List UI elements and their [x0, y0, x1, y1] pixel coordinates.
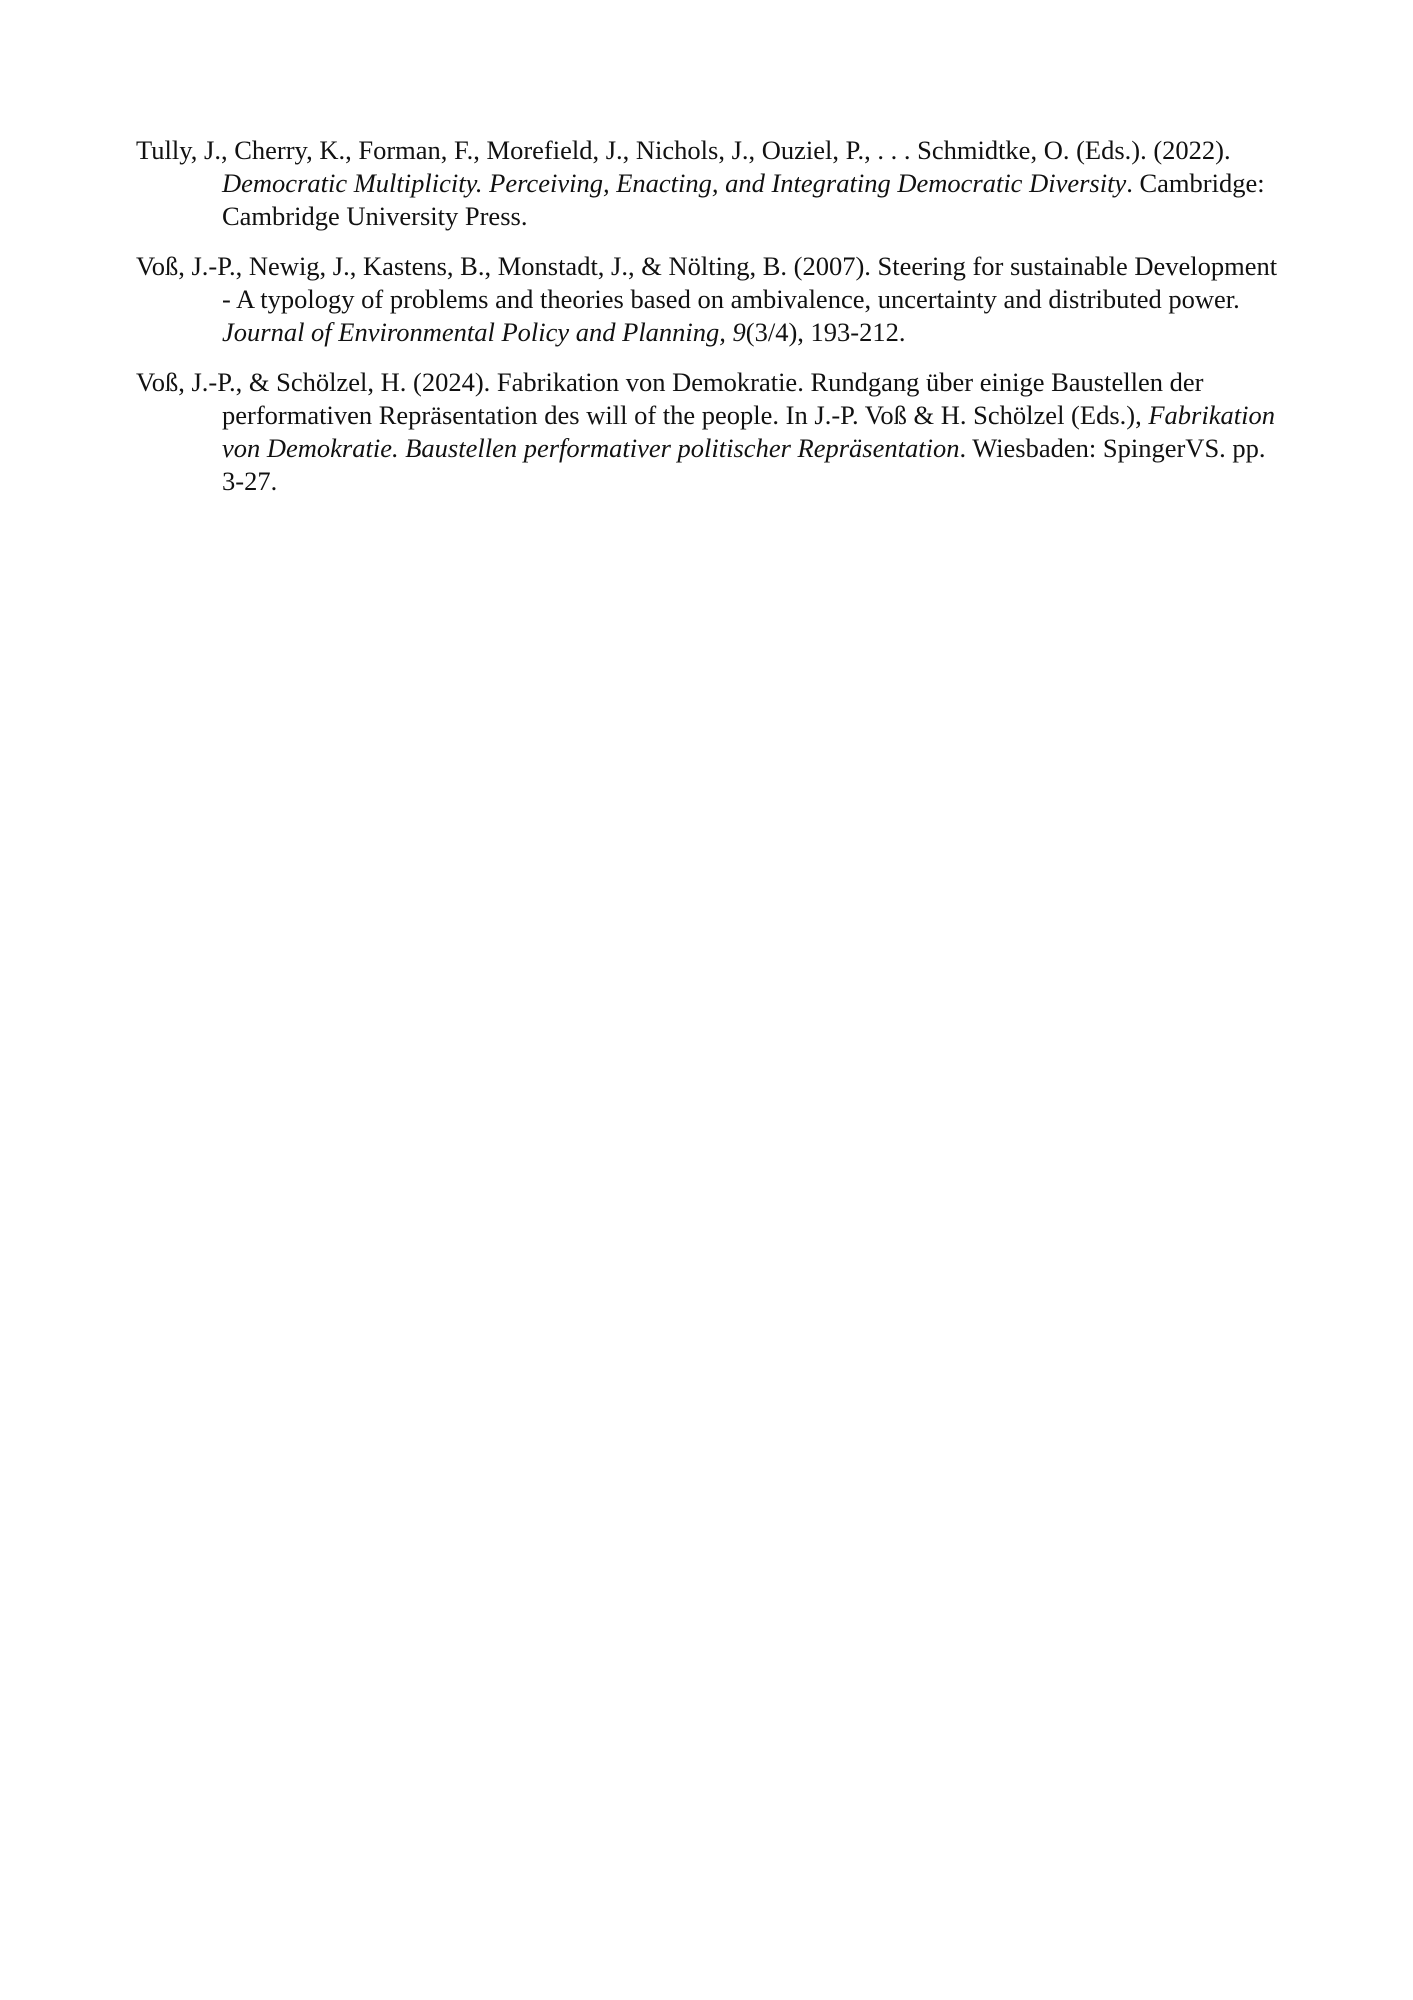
reference-text: Voß, J.-P., Newig, J., Kastens, B., Monstadt, J., & Nölting, B. (2007). Steering for sustainable Development - A typology of problems and theories based on ambivalence, uncertainty and distributed power. — [136, 251, 1278, 314]
book-title: Democratic Multiplicity. Perceiving, Enacting, and Integrating Democratic Diversity — [222, 168, 1127, 198]
journal-title: Journal of Environmental Policy and Planning, 9 — [222, 317, 746, 347]
reference-text: Voß, J.-P., & Schölzel, H. (2024). Fabrikation von Demokratie. Rundgang über einige Baustellen der performativen Repräsentation des will of the people. In J.-P. Voß & H. Schölzel (Eds.), — [136, 367, 1204, 430]
book-title: Fabrikation von Demokratie. Baustellen performativer politischer Repräsentation — [222, 400, 1275, 463]
reference-entry-voss-2024 — [136, 366, 1286, 498]
reference-entry-tully-2022 — [136, 134, 1286, 233]
reference-text: Tully, J., Cherry, K., Forman, F., Morefield, J., Nichols, J., Ouziel, P., . . . Schmidtke, O. (Eds.). (2022). — [136, 135, 1231, 165]
reference-entry-voss-2007 — [136, 250, 1286, 349]
reference-text: . Wiesbaden: SpingerVS. pp. 3-27. — [222, 433, 1266, 496]
reference-text: (3/4), 193-212. — [745, 317, 906, 347]
reference-list — [136, 134, 1286, 515]
reference-text: . Cambridge: Cambridge University Press. — [222, 168, 1265, 231]
